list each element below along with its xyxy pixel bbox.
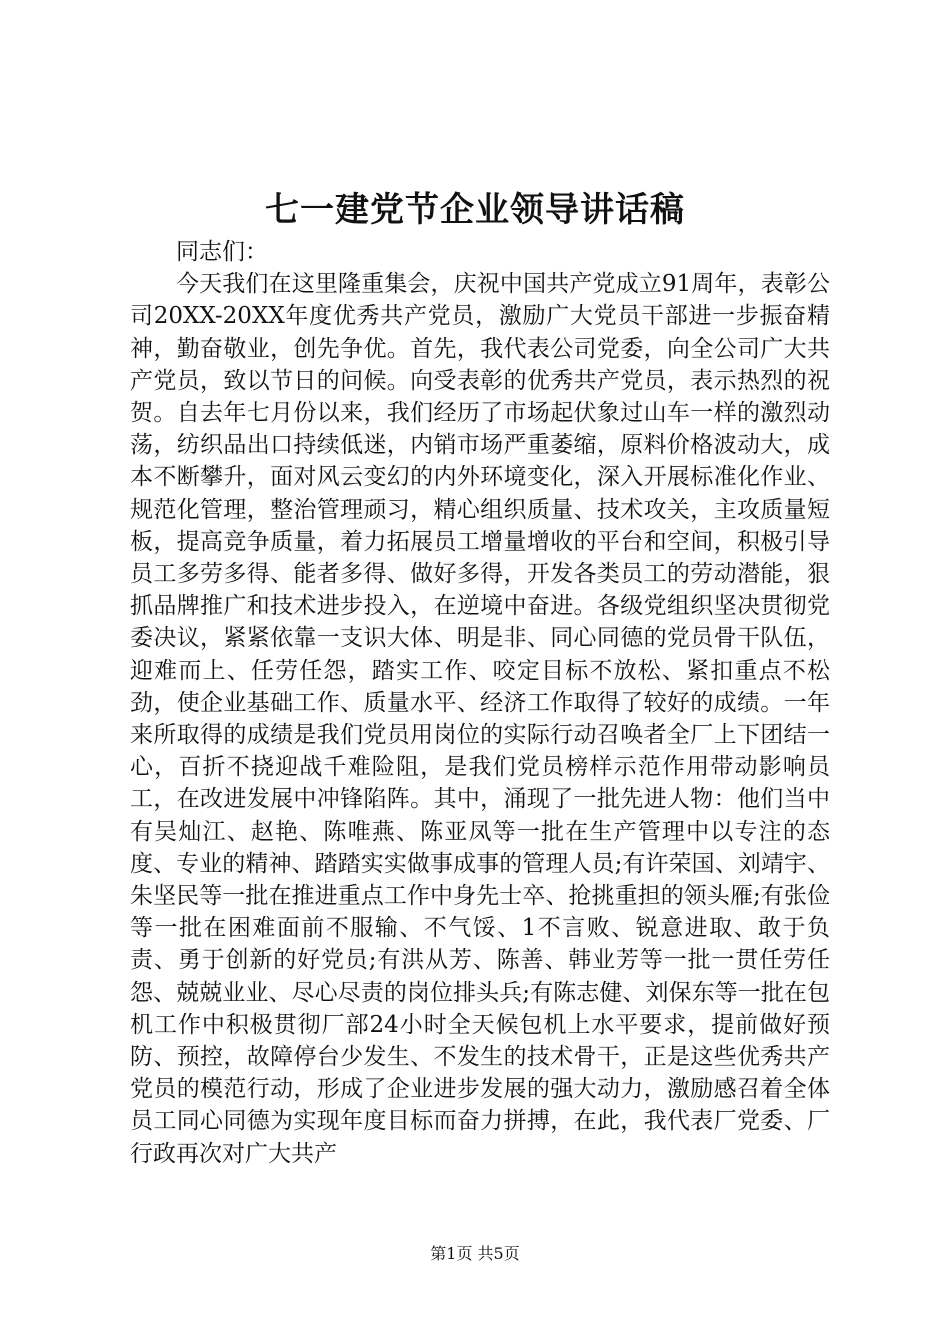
document-title: 七一建党节企业领导讲话稿 (265, 190, 685, 230)
document-body (130, 236, 830, 1170)
salutation: 同志们： (176, 239, 268, 265)
body-paragraph: 今天我们在这里隆重集会，庆祝中国共产党成立91周年，表彰公司20XX-20XX年度优秀共产党员，激励广大党员干部进一步振奋精神，勤奋敬业，创先争优。首先，我代表公司党委，向全公司广大共产党员，致以节日的问候。向受表彰的优秀共产党员，表示热烈的祝贺。自去年七月份以来，我们经历了市场起伏象过山车一样的激烈动荡，纺织品出口持续低迷，内销市场严重萎缩，原料价格波动大，成本不断攀升，面对风云变幻的内外环境变化，深入开展标准化作业、规范化管理，整治管理顽习，精心组织质量、技术攻关，主攻质量短板，提高竞争质量，着力拓展员工增量增收的平台和空间，积极引导员工多劳多得、能者多得、做好多得，开发各类员工的劳动潜能，狠抓品牌推广和技术进步投入，在逆境中奋进。各级党组织坚决贯彻党委决议，紧紧依靠一支识大体、明是非、同心同德的党员骨干队伍，迎难而上、任劳任怨，踏实工作、咬定目标不放松、紧扣重点不松劲，使企业基础工作、质量水平、经济工作取得了较好的成绩。一年来所取得的成绩是我们党员用岗位的实际行动召唤者全厂上下团结一心，百折不挠迎战千难险阻，是我们党员榜样示范作用带动影响员工，在改进发展中冲锋陷阵。其中，涌现了一批先进人物：他们当中有吴灿江、赵艳、陈唯燕、陈亚凤等一批在生产管理中以专注的态度、专业的精神、踏踏实实做事成事的管理人员;有许荣国、刘靖宇、朱坚民等一批在推进重点工作中身先士卒、抢挑重担的领头雁;有张俭等一批在困难面前不服输、不气馁、1不言败、锐意进取、敢于负责、勇于创新的好党员;有洪从芳、陈善、韩业芳等一批一贯任劳任怨、兢兢业业、尽心尽责的岗位排头兵;有陈志健、刘保东等一批在包机工作中积极贯彻厂部24小时全天候包机上水平要求，提前做好预防、预控，故障停台少发生、不发生的技术骨干，正是这些优秀共产党员的模范行动，形成了企业进步发展的强大动力，激励感召着全体员工同心同德为实现年度目标而奋力拼搏，在此，我代表厂党委、厂行政再次对广大共产 (130, 271, 830, 1167)
page-footer: 第1页 共5页 (430, 1244, 520, 1263)
